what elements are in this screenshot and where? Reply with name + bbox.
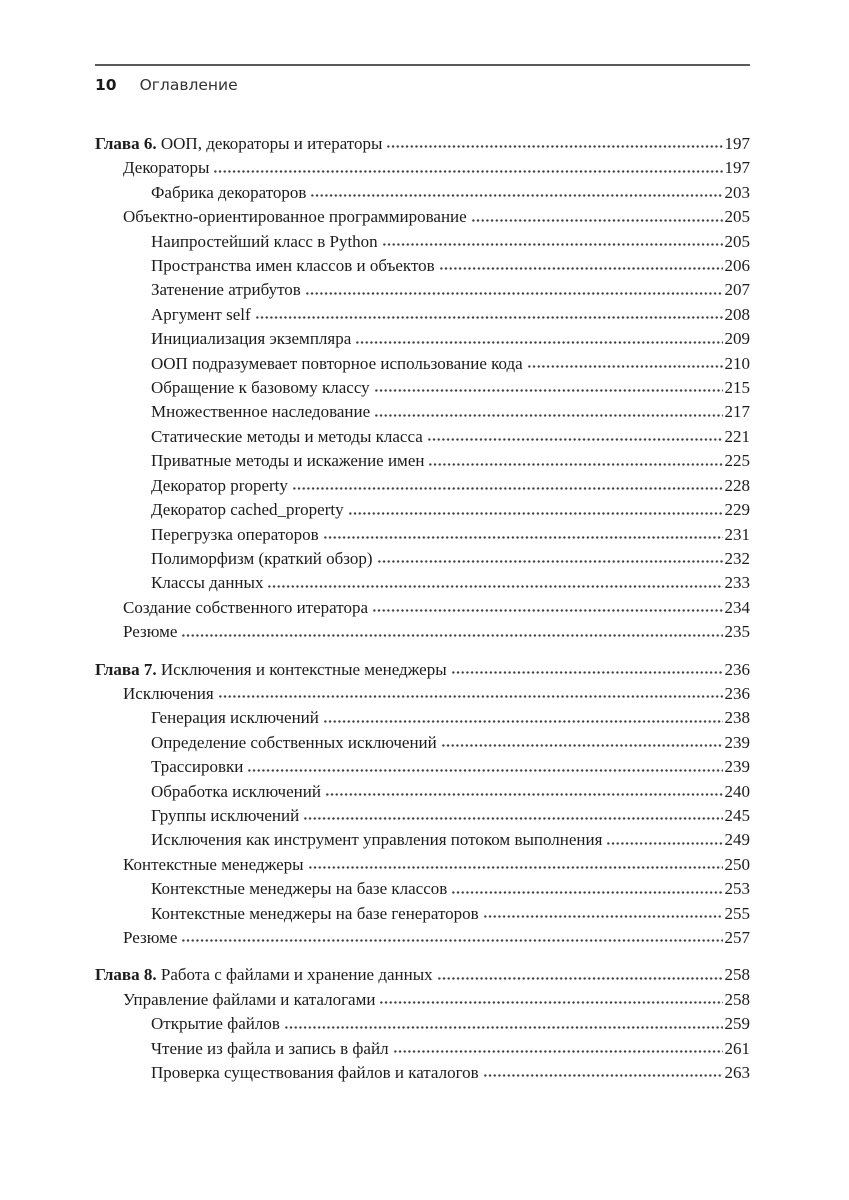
dot-leader: [310, 190, 722, 201]
toc-entry-page: 231: [724, 524, 750, 544]
toc-chapter-row: [95, 658, 750, 682]
toc-chapter-page: 258: [724, 965, 750, 985]
toc-entry-row: [95, 474, 750, 498]
toc-entry-row: [95, 1037, 750, 1061]
toc-entry-title: Декораторы: [123, 158, 210, 178]
toc-chapter-title: [95, 658, 447, 682]
toc-entry-title: Группы исключений: [151, 805, 300, 825]
page-header: [95, 64, 750, 95]
toc-entry-row: [95, 205, 750, 229]
toc-entry-row: [95, 156, 750, 180]
toc-entry-page: 257: [724, 928, 750, 947]
toc-entry-row: [95, 230, 750, 254]
dot-leader: [374, 385, 723, 396]
toc-entry-title: Контекстные менеджеры: [123, 854, 304, 874]
dot-leader: [439, 263, 723, 274]
dot-leader: [483, 911, 723, 922]
dot-leader: [308, 862, 723, 873]
dot-leader: [218, 691, 723, 702]
toc-chapter-prefix: Глава 8.: [95, 965, 157, 985]
toc-entry-page: 208: [724, 304, 750, 324]
toc-entry-title: Фабрика декораторов: [151, 182, 307, 202]
toc-entry-page: 235: [724, 622, 750, 642]
toc-entry-title: Резюме: [123, 622, 178, 642]
toc-entry-page: 263: [724, 1063, 750, 1083]
toc-chapter-name: Работа с файлами и хранение данных: [160, 965, 433, 985]
dot-leader: [255, 312, 723, 323]
toc-chapter-row: [95, 963, 750, 987]
toc-entry-row: [95, 620, 750, 644]
dot-leader: [372, 605, 723, 616]
toc-entry-row: [95, 731, 750, 755]
toc-entry-page: 209: [724, 329, 750, 349]
toc-chapter-name: Исключения и контекстные менеджеры: [160, 659, 447, 679]
dot-leader: [606, 838, 722, 849]
toc-entry-title: Генерация исключений: [151, 708, 319, 728]
toc-entry-title: Объектно-ориентированное программирование: [123, 207, 467, 227]
toc-entry-page: 239: [724, 732, 750, 752]
dot-leader: [428, 459, 722, 470]
dot-leader: [379, 997, 722, 1008]
dot-leader: [355, 337, 722, 348]
toc-list: [95, 132, 750, 1085]
toc-entry-row: [95, 853, 750, 877]
toc-entry-title: Резюме: [123, 928, 178, 947]
toc-entry-page: 206: [724, 256, 750, 276]
toc-entry-title: Перегрузка операторов: [151, 524, 319, 544]
dot-leader: [284, 1022, 723, 1033]
toc-entry-page: 232: [724, 548, 750, 568]
toc-entry-row: [95, 352, 750, 376]
toc-entry-row: [95, 828, 750, 852]
dot-leader: [377, 556, 723, 567]
toc-entry-page: 234: [724, 597, 750, 617]
toc-entry-row: [95, 988, 750, 1012]
toc-entry-row: [95, 1061, 750, 1085]
toc-entry-page: 229: [724, 500, 750, 520]
toc-entry-title: Полиморфизм (краткий обзор): [151, 548, 373, 568]
toc-entry-row: [95, 303, 750, 327]
dot-leader: [471, 215, 723, 226]
toc-entry-row: [95, 449, 750, 473]
toc-entry-page: 221: [724, 426, 750, 446]
dot-leader: [325, 789, 723, 800]
running-head: [95, 75, 750, 95]
dot-leader: [247, 765, 722, 776]
toc-entry-title: Контекстные менеджеры на базе генераторов: [151, 903, 479, 923]
toc-entry-title: Статические методы и методы класса: [151, 426, 423, 446]
toc-chapter-page: 197: [724, 134, 750, 153]
toc-entry-title: Исключения: [123, 683, 214, 703]
dot-leader: [427, 434, 723, 445]
toc-entry-page: 249: [724, 830, 750, 850]
toc-entry-row: [95, 278, 750, 302]
toc-entry-row: [95, 425, 750, 449]
toc-entry-title: Аргумент self: [151, 304, 251, 324]
toc-entry-row: [95, 902, 750, 926]
toc-entry-page: 228: [724, 475, 750, 495]
toc-entry-row: [95, 706, 750, 730]
toc-entry-page: 203: [724, 182, 750, 202]
toc-entry-page: 239: [724, 757, 750, 777]
toc-entry-page: 217: [724, 402, 750, 422]
toc-entry-title: ООП подразумевает повторное использование кода: [151, 353, 523, 373]
toc-entry-title: Декоратор property: [151, 475, 288, 495]
toc-entry-title: Классы данных: [151, 573, 264, 593]
dot-leader: [393, 1046, 723, 1057]
dot-leader: [181, 935, 722, 946]
toc-entry-title: Обработка исключений: [151, 781, 321, 801]
toc-entry-page: 205: [724, 207, 750, 227]
toc-entry-row: [95, 877, 750, 901]
toc-entry-row: [95, 926, 750, 950]
toc-chapter-prefix: Глава 6.: [95, 134, 157, 153]
toc-entry-page: 238: [724, 708, 750, 728]
dot-leader: [303, 813, 722, 824]
dot-leader: [437, 973, 723, 984]
toc-entry-title: Наипростейший класс в Python: [151, 231, 378, 251]
toc-entry-title: Создание собственного итератора: [123, 597, 368, 617]
toc-entry-page: 240: [724, 781, 750, 801]
dot-leader: [441, 740, 723, 751]
toc-entry-page: 197: [724, 158, 750, 178]
toc-entry-title: Приватные методы и искажение имен: [151, 451, 425, 471]
toc-chapter-page: 236: [724, 659, 750, 679]
toc-entry-title: Декоратор cached_property: [151, 500, 344, 520]
toc-entry-page: 258: [724, 989, 750, 1009]
dot-leader: [305, 288, 723, 299]
toc-entry-row: [95, 755, 750, 779]
dot-leader: [267, 581, 722, 592]
toc-entry-page: 233: [724, 573, 750, 593]
toc-entry-title: Проверка существования файлов и каталогов: [151, 1063, 479, 1083]
toc-entry-row: [95, 1012, 750, 1036]
toc-entry-title: Открытие файлов: [151, 1014, 280, 1034]
dot-leader: [451, 887, 722, 898]
toc-entry-page: 210: [724, 353, 750, 373]
dot-leader: [348, 508, 723, 519]
toc-entry-page: 259: [724, 1014, 750, 1034]
dot-leader: [323, 532, 723, 543]
dot-leader: [323, 716, 723, 727]
toc-entry-title: Исключения как инструмент управления потоком выполнения: [151, 830, 603, 850]
toc-entry-page: 253: [724, 879, 750, 899]
dot-leader: [374, 410, 722, 421]
running-header-title: Оглавление: [139, 76, 238, 94]
toc-entry-title: Контекстные менеджеры на базе классов: [151, 879, 448, 899]
toc-entry-title: Обращение к базовому классу: [151, 378, 370, 398]
toc-entry-row: [95, 498, 750, 522]
toc-chapter-name: ООП, декораторы и итераторы: [160, 134, 383, 153]
toc-chapter-title: [95, 132, 382, 156]
toc-entry-page: 255: [724, 903, 750, 923]
toc-entry-row: [95, 254, 750, 278]
toc-chapter-title: [95, 963, 433, 987]
toc-entry-row: [95, 780, 750, 804]
dot-leader: [386, 141, 722, 152]
toc-entry-page: 236: [724, 683, 750, 703]
toc-entry-row: [95, 596, 750, 620]
dot-leader: [213, 166, 722, 177]
toc-entry-title: Чтение из файла и запись в файл: [151, 1038, 389, 1058]
toc-entry-title: Трассировки: [151, 757, 244, 777]
toc-entry-row: [95, 523, 750, 547]
toc-entry-row: [95, 376, 750, 400]
page-number: 10: [95, 76, 117, 94]
toc-chapter-row: [95, 132, 750, 156]
toc-entry-row: [95, 327, 750, 351]
toc-entry-row: [95, 400, 750, 424]
dot-leader: [483, 1070, 723, 1081]
toc-entry-page: 205: [724, 231, 750, 251]
toc-entry-title: Затенение атрибутов: [151, 280, 301, 300]
dot-leader: [451, 667, 723, 678]
toc-entry-page: 207: [724, 280, 750, 300]
toc-entry-page: 245: [724, 805, 750, 825]
toc-entry-page: 261: [724, 1038, 750, 1058]
toc-entry-row: [95, 682, 750, 706]
toc-entry-title: Множественное наследование: [151, 402, 371, 422]
dot-leader: [527, 361, 723, 372]
toc-entry-title: Инициализация экземпляра: [151, 329, 352, 349]
dot-leader: [181, 630, 722, 641]
toc-entry-row: [95, 804, 750, 828]
dot-leader: [292, 483, 723, 494]
toc-entry-title: Определение собственных исключений: [151, 732, 437, 752]
toc-entry-page: 250: [724, 854, 750, 874]
toc-chapter-prefix: Глава 7.: [95, 659, 157, 679]
header-rule: [95, 64, 750, 66]
toc-entry-page: 225: [724, 451, 750, 471]
dot-leader: [382, 239, 723, 250]
toc-entry-row: [95, 571, 750, 595]
toc-entry-title: Управление файлами и каталогами: [123, 989, 376, 1009]
toc-entry-page: 215: [724, 378, 750, 398]
toc-entry-row: [95, 181, 750, 205]
toc-entry-row: [95, 547, 750, 571]
toc-entry-title: Пространства имен классов и объектов: [151, 256, 435, 276]
